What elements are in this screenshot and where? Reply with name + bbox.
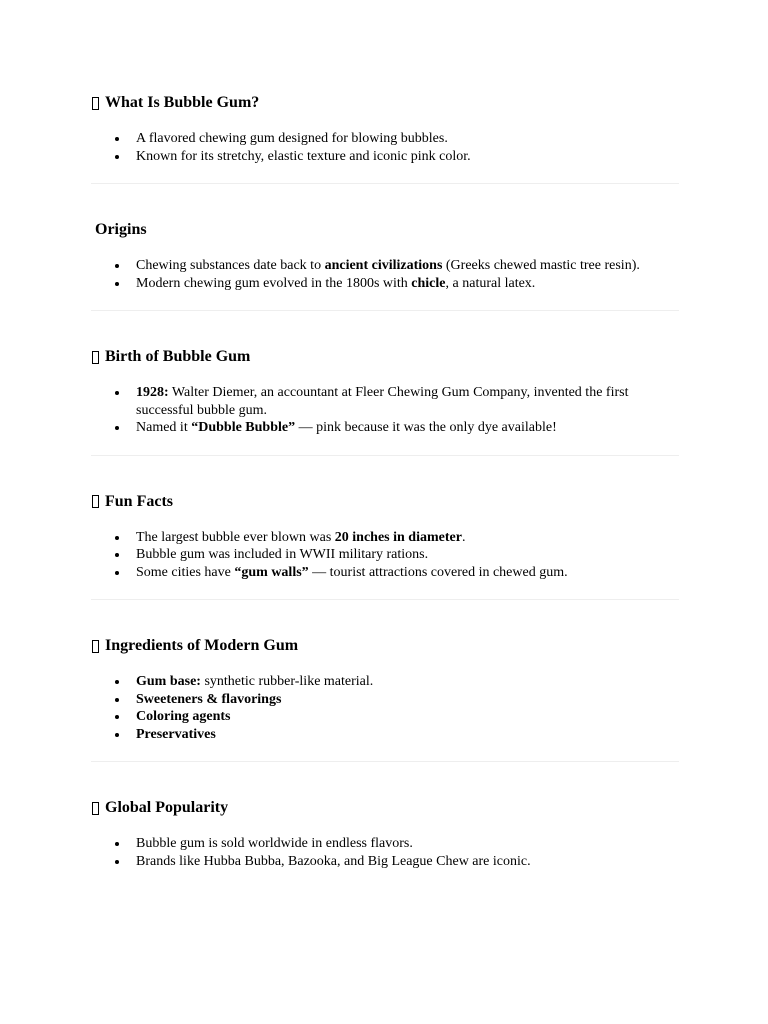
list-item bbox=[136, 130, 679, 148]
section-divider bbox=[91, 310, 679, 311]
item-text: The largest bubble ever blown was bbox=[136, 529, 335, 545]
item-text: — tourist attractions covered in chewed gum. bbox=[308, 564, 568, 580]
section-origins bbox=[91, 219, 679, 311]
missing-glyph-icon bbox=[92, 495, 99, 508]
section-heading bbox=[91, 92, 679, 114]
section-title-text: What Is Bubble Gum? bbox=[105, 94, 260, 111]
list-item bbox=[136, 546, 679, 564]
item-text: Modern chewing gum evolved in the 1800s with bbox=[136, 275, 412, 291]
section-heading bbox=[91, 219, 679, 241]
item-text-bold: ancient civilizations bbox=[324, 258, 443, 273]
list-item bbox=[136, 691, 679, 709]
list-item bbox=[136, 708, 679, 726]
section-divider bbox=[91, 455, 679, 456]
item-text: A flavored chewing gum designed for blowing bubbles. bbox=[136, 131, 448, 146]
missing-glyph-icon bbox=[92, 640, 99, 653]
item-text: Chewing substances date back to bbox=[136, 258, 325, 273]
item-text-bold: 20 inches in diameter bbox=[334, 529, 462, 545]
item-text-bold: Preservatives bbox=[136, 726, 216, 742]
section-title-text: Global Popularity bbox=[105, 799, 229, 816]
item-text: Bubble gum is sold worldwide in endless flavors. bbox=[136, 836, 413, 851]
item-text: (Greeks chewed mastic tree resin). bbox=[442, 258, 640, 273]
item-text-bold: Sweeteners & flavorings bbox=[136, 691, 282, 707]
item-text-bold: “gum walls” bbox=[234, 564, 309, 580]
bullet-list bbox=[91, 384, 679, 437]
missing-glyph-icon bbox=[92, 97, 99, 110]
list-item bbox=[136, 726, 679, 744]
item-text: Walter Diemer, an accountant at Fleer Chewing Gum Company, invented the first successful bubble gum. bbox=[136, 385, 629, 418]
item-text: Bubble gum was included in WWII military rations. bbox=[136, 547, 429, 562]
document-body bbox=[91, 92, 679, 870]
item-text: synthetic rubber-like material. bbox=[200, 674, 374, 689]
item-text-bold: “Dubble Bubble” bbox=[191, 420, 296, 435]
section-title-text: Birth of Bubble Gum bbox=[105, 348, 251, 365]
item-text: — pink because it was the only dye available! bbox=[295, 420, 557, 435]
missing-glyph-icon bbox=[92, 802, 99, 815]
section-what-is-bubble-gum bbox=[91, 92, 679, 184]
bullet-list bbox=[91, 529, 679, 582]
bullet-list bbox=[91, 835, 679, 870]
bullet-list bbox=[91, 673, 679, 743]
list-item bbox=[136, 529, 679, 547]
section-heading bbox=[91, 491, 679, 513]
bullet-list bbox=[91, 257, 679, 292]
item-text: Brands like Hubba Bubba, Bazooka, and Big League Chew are iconic. bbox=[136, 853, 531, 869]
list-item bbox=[136, 384, 679, 419]
section-divider bbox=[91, 761, 679, 762]
list-item bbox=[136, 564, 679, 582]
section-divider bbox=[91, 599, 679, 600]
list-item bbox=[136, 835, 679, 853]
section-title-text: Origins bbox=[95, 221, 147, 238]
section-heading bbox=[91, 797, 679, 819]
list-item bbox=[136, 148, 679, 166]
section-global-popularity bbox=[91, 797, 679, 870]
item-text: Known for its stretchy, elastic texture and iconic pink color. bbox=[136, 148, 471, 164]
section-fun-facts bbox=[91, 491, 679, 601]
item-text-bold: Coloring agents bbox=[136, 709, 231, 724]
item-text: Named it bbox=[136, 420, 192, 435]
item-text: Some cities have bbox=[136, 564, 235, 580]
list-item bbox=[136, 853, 679, 871]
section-ingredients bbox=[91, 635, 679, 762]
item-text: . bbox=[461, 529, 466, 545]
missing-glyph-icon bbox=[92, 351, 99, 364]
item-text: , a natural latex. bbox=[445, 275, 536, 291]
section-birth-of-bubble-gum bbox=[91, 346, 679, 456]
section-title-text: Ingredients of Modern Gum bbox=[105, 637, 299, 654]
item-text-bold: Gum base: bbox=[136, 674, 201, 689]
item-text-bold: 1928: bbox=[136, 385, 169, 400]
list-item bbox=[136, 257, 679, 275]
list-item bbox=[136, 673, 679, 691]
section-divider bbox=[91, 183, 679, 184]
bullet-list bbox=[91, 130, 679, 165]
list-item bbox=[136, 275, 679, 293]
section-heading bbox=[91, 346, 679, 368]
section-heading bbox=[91, 635, 679, 657]
list-item bbox=[136, 419, 679, 437]
section-title-text: Fun Facts bbox=[105, 492, 173, 510]
item-text-bold: chicle bbox=[411, 275, 446, 291]
